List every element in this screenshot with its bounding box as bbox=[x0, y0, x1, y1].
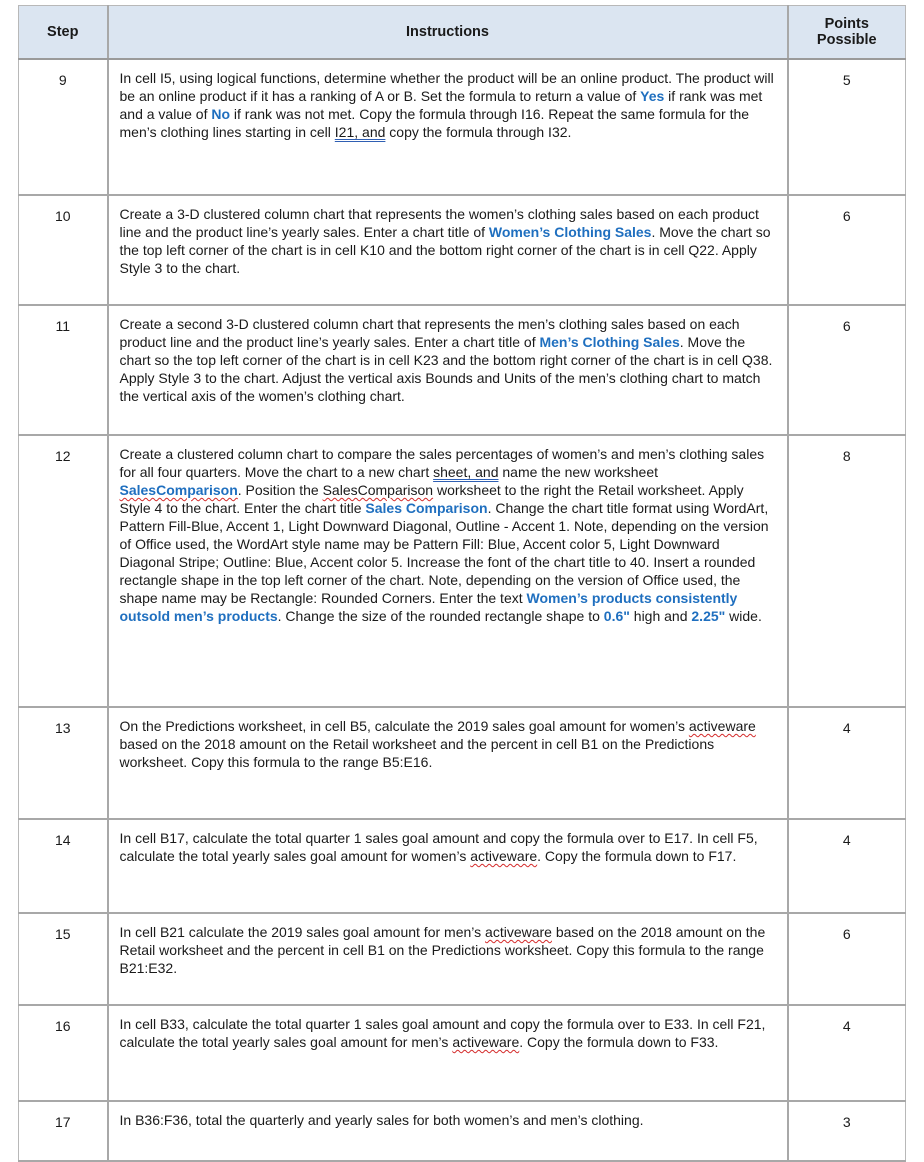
table-row bbox=[19, 195, 906, 305]
instruction-segment: . Move the chart so the top left corner of the chart is in cell K10 and the bottom right corner of the chart is in cell Q22. Apply Style 3 to the chart. bbox=[119, 224, 771, 276]
instruction-segment: name the new worksheet bbox=[498, 464, 659, 480]
instruction-segment: based on the 2018 amount on the Retail worksheet and the percent in cell B1 on the Predictions worksheet. Copy this formula to the range B5:E16. bbox=[119, 736, 715, 770]
step-number: 15 bbox=[19, 913, 108, 1005]
instruction-text bbox=[108, 707, 788, 819]
instruction-text bbox=[108, 1005, 788, 1101]
instruction-segment: . Copy the formula down to F17. bbox=[537, 848, 737, 864]
table-row bbox=[19, 707, 906, 819]
header-points-line1: Points bbox=[824, 16, 869, 32]
instruction-emphasis: activeware bbox=[688, 718, 756, 734]
instruction-segment: based on the 2018 amount on the Retail worksheet and the percent in cell B1 on the Predictions worksheet. Copy this formula to the range B21:E32. bbox=[119, 924, 766, 976]
instruction-segment: . Change the chart title format using WordArt, Pattern Fill-Blue, Accent 1, Light Downward Diagonal, Outline - Accent 1. Note, depending on the version of Office used, the WordArt style name may be Pattern Fill: Blue, Accent color 5, Light Downward Diagonal Stripe; Outline: Blue, Accent color 5. Increase the font of the chart title to 40. Insert a rounded rectangle shape in the top left corner of the chart. Note, depending on the version of Office used, the shape name may be Rectangle: Rounded Corners. Enter the text bbox=[119, 500, 769, 606]
header-step: Step bbox=[19, 6, 108, 60]
instruction-segment: high and bbox=[629, 608, 692, 624]
instruction-segment: Create a second 3-D clustered column chart that represents the men’s clothing sales based on each product line and the product line’s yearly sales. Enter a chart title of bbox=[119, 316, 740, 350]
instruction-segment: In cell B33, calculate the total quarter 1 sales goal amount and copy the formula over to E33. In cell F21, calculate the total yearly sales goal amount for men’s bbox=[119, 1016, 766, 1050]
instruction-emphasis: Men’s Clothing Sales bbox=[539, 334, 680, 350]
table-row bbox=[19, 913, 906, 1005]
instruction-text bbox=[108, 913, 788, 1005]
instruction-emphasis: sheet, and bbox=[433, 464, 499, 480]
step-number: 9 bbox=[19, 59, 108, 195]
instruction-emphasis: Women’s products consistently outsold men’s products bbox=[119, 590, 738, 624]
instruction-emphasis: SalesComparison bbox=[322, 482, 434, 498]
instruction-segment: worksheet to the right the Retail worksheet. Apply Style 4 to the chart. Enter the chart title bbox=[119, 482, 744, 516]
points-value: 4 bbox=[788, 819, 906, 913]
step-number: 14 bbox=[19, 819, 108, 913]
instruction-text bbox=[108, 305, 788, 435]
table-row bbox=[19, 305, 906, 435]
instruction-segment: In cell B17, calculate the total quarter 1 sales goal amount and copy the formula over to E17. In cell F5, calculate the total yearly sales goal amount for women’s bbox=[119, 830, 758, 864]
table-row bbox=[19, 1005, 906, 1101]
instruction-segment: . Change the size of the rounded rectangle shape to bbox=[277, 608, 604, 624]
table-row bbox=[19, 819, 906, 913]
instruction-segment: Create a 3-D clustered column chart that represents the women’s clothing sales based on each product line and the product line’s yearly sales. Enter a chart title of bbox=[119, 206, 759, 240]
instruction-text bbox=[108, 1101, 788, 1161]
step-number: 10 bbox=[19, 195, 108, 305]
instruction-segment: copy the formula through I32. bbox=[385, 124, 572, 140]
table-row bbox=[19, 1101, 906, 1161]
instruction-emphasis: Women’s Clothing Sales bbox=[488, 224, 652, 240]
step-number: 16 bbox=[19, 1005, 108, 1101]
instruction-emphasis: SalesComparison bbox=[119, 482, 238, 498]
instruction-text bbox=[108, 819, 788, 913]
step-number: 13 bbox=[19, 707, 108, 819]
instruction-segment: In cell B21 calculate the 2019 sales goal amount for men’s bbox=[119, 924, 486, 940]
points-value: 4 bbox=[788, 1005, 906, 1101]
table-row bbox=[19, 435, 906, 707]
instruction-text bbox=[108, 59, 788, 195]
instruction-segment: Create a clustered column chart to compare the sales percentages of women’s and men’s clothing sales for all four quarters. Move the chart to a new chart bbox=[119, 446, 765, 480]
instruction-emphasis: No bbox=[211, 106, 231, 122]
points-value: 8 bbox=[788, 435, 906, 707]
table-row bbox=[19, 59, 906, 195]
step-number: 12 bbox=[19, 435, 108, 707]
instruction-emphasis: activeware bbox=[452, 1034, 520, 1050]
points-value: 4 bbox=[788, 707, 906, 819]
header-points bbox=[788, 6, 906, 60]
header-points-line2: Possible bbox=[816, 32, 877, 48]
header-instructions: Instructions bbox=[108, 6, 788, 60]
points-value: 6 bbox=[788, 305, 906, 435]
instruction-emphasis: activeware bbox=[470, 848, 538, 864]
instruction-segment: wide. bbox=[725, 608, 762, 624]
points-value: 5 bbox=[788, 59, 906, 195]
instruction-segment: . Position the bbox=[237, 482, 323, 498]
instruction-segment: . Move the chart so the top left corner of the chart is in cell K23 and the bottom right corner of the chart is in cell Q38. Apply Style 3 to the chart. Adjust the vertical axis Bounds and Units of the men’s clothing chart to match the vertical axis of the women’s clothing chart. bbox=[119, 334, 773, 404]
instruction-segment: In B36:F36, total the quarterly and yearly sales for both women’s and men’s clothing. bbox=[119, 1112, 644, 1128]
instruction-emphasis: I21, and bbox=[334, 124, 386, 140]
instruction-segment: if rank was met and a value of bbox=[119, 88, 763, 122]
points-value: 6 bbox=[788, 913, 906, 1005]
points-value: 3 bbox=[788, 1101, 906, 1161]
instruction-emphasis: 0.6" bbox=[603, 608, 630, 624]
instruction-emphasis: activeware bbox=[485, 924, 552, 940]
header-row bbox=[19, 6, 906, 60]
step-number: 17 bbox=[19, 1101, 108, 1161]
instruction-emphasis: 2.25" bbox=[691, 608, 726, 624]
instruction-segment: . Copy the formula down to F33. bbox=[519, 1034, 719, 1050]
instruction-text bbox=[108, 195, 788, 305]
instruction-segment: On the Predictions worksheet, in cell B5, calculate the 2019 sales goal amount for women’s bbox=[119, 718, 689, 734]
points-value: 6 bbox=[788, 195, 906, 305]
instruction-segment: if rank was not met. Copy the formula through I16. Repeat the same formula for the men’s clothing lines starting in cell bbox=[119, 106, 750, 140]
instructions-table bbox=[18, 5, 906, 1162]
instruction-emphasis: Yes bbox=[640, 88, 665, 104]
instruction-emphasis: Sales Comparison bbox=[365, 500, 488, 516]
instruction-text bbox=[108, 435, 788, 707]
step-number: 11 bbox=[19, 305, 108, 435]
instruction-segment: In cell I5, using logical functions, determine whether the product will be an online product. The product will be an online product if it has a ranking of A or B. Set the formula to return a value of bbox=[119, 70, 774, 104]
